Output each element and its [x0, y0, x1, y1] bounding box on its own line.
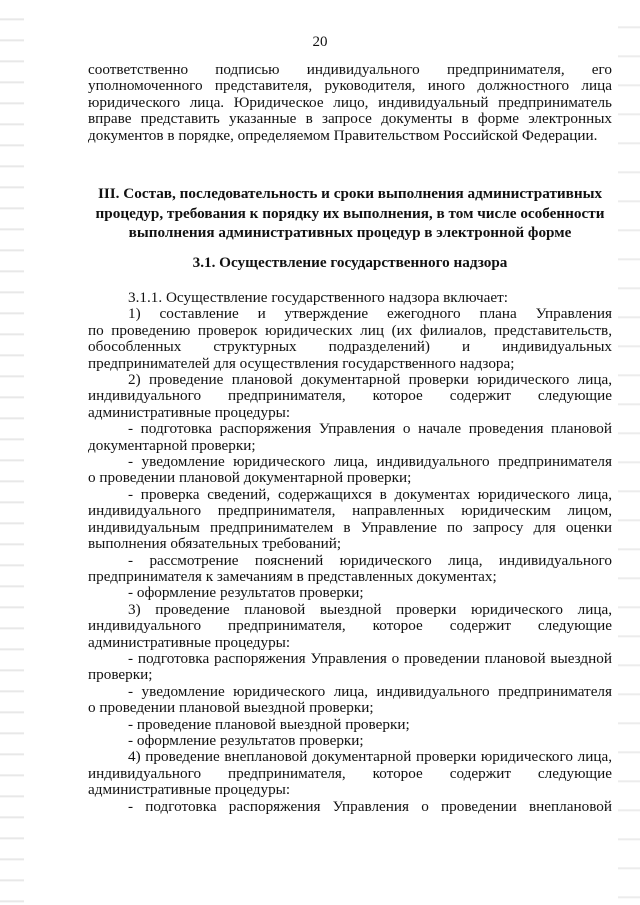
text-line: - проведение плановой выездной проверки;	[128, 715, 410, 733]
text-line: индивидуальным предпринимателем в Управление по запросу для оценки	[88, 518, 612, 536]
sub-item	[88, 421, 612, 454]
list-item-3	[88, 602, 612, 651]
text-line: - рассмотрение пояснений юридического лица, индивидуального	[128, 551, 612, 569]
subsection-heading: 3.1. Осуществление государственного надзора	[192, 254, 508, 271]
text-line: - уведомление юридического лица, индивидуального предпринимателя	[128, 453, 612, 471]
page-number: 20	[312, 34, 328, 50]
text-line: административные процедуры:	[88, 633, 291, 651]
text-line: - оформление результатов проверки;	[128, 584, 364, 602]
text-line: предпринимателя к замечаниям в представленных документах;	[88, 567, 497, 585]
text-line: о проведении плановой выездной проверки;	[88, 699, 374, 717]
text-line: 1) составление и утверждение ежегодного плана Управления	[128, 305, 612, 323]
text-line: проверки;	[88, 666, 153, 684]
text-line: 4) проведение внеплановой документарной проверки юридического лица,	[128, 748, 612, 766]
intro-paragraph	[88, 62, 612, 144]
paragraph-3-1-1	[88, 290, 612, 306]
text-line: - подготовка распоряжения Управления о проведении плановой выездной	[128, 649, 612, 667]
section-heading	[88, 184, 612, 243]
text-line: выполнения обязательных требований;	[88, 535, 342, 553]
scan-edge-right	[618, 0, 640, 905]
text-line: - подготовка распоряжения Управления о проведении внеплановой	[128, 797, 612, 815]
heading-line: процедур, требования к порядку их выполнения, в том числе особенности	[95, 204, 605, 222]
text-line: - оформление результатов проверки;	[128, 731, 364, 749]
text-line: 3.1.1. Осуществление государственного надзора включает:	[128, 289, 508, 306]
text-line: документов в порядке, определяемом Правительством Российской Федерации.	[88, 126, 598, 144]
text-line: 2) проведение плановой документарной проверки юридического лица,	[128, 371, 612, 389]
text-line: - проверка сведений, содержащихся в документах юридического лица,	[128, 485, 612, 503]
text-line: юридического лица. Юридическое лицо, индивидуальный предприниматель	[88, 93, 612, 111]
text-line: документарной проверки;	[88, 436, 256, 454]
text-line: уполномоченного представителя, руководителя, иного должностного лица	[88, 77, 612, 95]
text-line: соответственно подписью индивидуального предпринимателя, его	[88, 61, 612, 78]
text-line: по проведению проверок юридических лиц (их филиалов, представительств,	[88, 321, 612, 339]
sub-item	[88, 553, 612, 586]
body-text	[88, 290, 612, 815]
text-line: индивидуального предпринимателя, которое содержит следующие	[88, 387, 612, 405]
sub-item	[88, 733, 612, 749]
text-line: - подготовка распоряжения Управления о начале проведения плановой	[128, 420, 612, 438]
sub-item	[88, 454, 612, 487]
heading-line: III. Состав, последовательность и сроки выполнения административных	[97, 185, 603, 202]
sub-item	[88, 799, 612, 815]
text-line: индивидуального предпринимателя, которое содержит следующие	[88, 764, 612, 782]
scan-edge-left	[0, 0, 24, 905]
text-line: вправе представить указанные в запросе документы в форме электронных	[88, 110, 612, 128]
text-line: о проведении плановой документарной проверки;	[88, 469, 412, 487]
sub-item	[88, 684, 612, 717]
list-item-1	[88, 306, 612, 372]
text-line: индивидуального предпринимателя, направленных юридическим лицом,	[88, 502, 612, 520]
sub-item	[88, 717, 612, 733]
list-item-4	[88, 749, 612, 798]
text-line: административные процедуры:	[88, 403, 291, 421]
list-item-2	[88, 372, 612, 421]
text-line: обособленных структурных подразделений) и индивидуальных	[88, 338, 612, 356]
text-line: предпринимателей для осуществления государственного надзора;	[88, 354, 515, 372]
text-line: - уведомление юридического лица, индивидуального предпринимателя	[128, 682, 612, 700]
heading-line: выполнения административных процедур в электронной форме	[128, 224, 572, 241]
sub-item	[88, 585, 612, 601]
text-line: 3) проведение плановой выездной проверки юридического лица,	[128, 600, 612, 618]
text-line: индивидуального предпринимателя, которое содержит следующие	[88, 617, 612, 635]
sub-item	[88, 651, 612, 684]
text-line: административные процедуры:	[88, 781, 291, 799]
sub-item	[88, 487, 612, 553]
